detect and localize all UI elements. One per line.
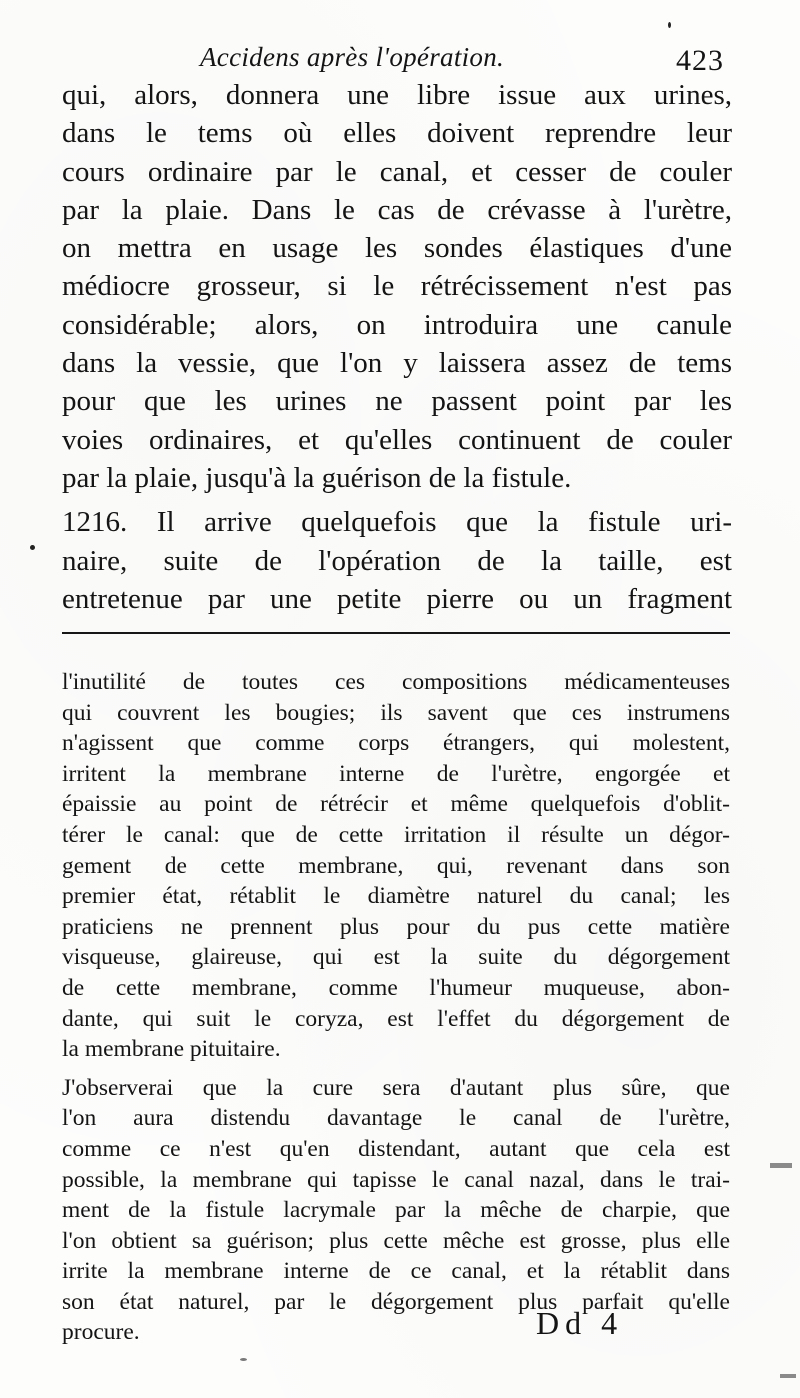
- footnote-text: [62, 667, 730, 1348]
- text-line: cours ordinaire par le canal, et cesser de couler: [62, 155, 732, 188]
- text-line: pour que les urines ne passent point par les: [62, 385, 732, 418]
- page-number: 423: [676, 44, 724, 77]
- footnote-paragraph-2-line: ment de la fistule lacrymale par la mêche de charpie, que: [62, 1197, 730, 1224]
- text-line: dans la vessie, que l'on y laissera assez de tems: [62, 347, 732, 380]
- footnote-rule: [62, 632, 730, 634]
- signature-mark: Dd 4: [536, 1305, 624, 1341]
- footnote-line: l'inutilité de toutes ces compositions médicamenteuses: [62, 669, 730, 695]
- footnote-paragraph-2-line: son état naturel, par le dégorgement plus parfait qu'elle: [62, 1288, 730, 1315]
- footnote-paragraph-2-line: J'observerai que la cure sera d'autant plus sûre, que: [62, 1074, 730, 1101]
- footnote-line: irritent la membrane interne de l'urètre, engorgée et: [62, 760, 730, 787]
- running-title: Accidens après l'opération.: [200, 42, 505, 72]
- footnote-paragraph-2-line: procure.: [62, 1319, 140, 1346]
- paragraph-1216-line: naire, suite de l'opération de la taille, est: [62, 544, 732, 577]
- paragraph-1216-line: 1216. Il arrive quelquefois que la fistule uri-: [62, 506, 732, 539]
- text-line: on mettra en usage les sondes élastiques d'une: [62, 232, 732, 265]
- footnote-paragraph-2-line: possible, la membrane qui tapisse le canal nazal, dans le trai-: [62, 1166, 730, 1193]
- footnote-line: de cette membrane, comme l'humeur muqueuse, abon-: [62, 974, 730, 1001]
- text-line: considérable; alors, on introduira une canule: [62, 308, 732, 341]
- footnote-line: la membrane pituitaire.: [62, 1036, 281, 1063]
- ink-speck: [240, 1358, 247, 1361]
- text-line: par la plaie, jusqu'à la guérison de la fistule.: [62, 461, 572, 494]
- footnote-line: premier état, rétablit le diamètre naturel du canal; les: [62, 883, 730, 910]
- ink-speck: [30, 545, 35, 550]
- footnote-paragraph-gap: [62, 1065, 730, 1073]
- footnote-line: térer le canal: que de cette irritation il résulte un dégor-: [62, 821, 730, 848]
- text-line: dans le tems où elles doivent reprendre leur: [62, 117, 732, 150]
- text-line: par la plaie. Dans le cas de crévasse à l'urètre,: [62, 193, 732, 226]
- footnote-line: gement de cette membrane, qui, revenant dans son: [62, 852, 730, 879]
- page-edge-mark: [770, 1163, 792, 1168]
- footnote-paragraph-2-line: comme ce n'est qu'en distendant, autant que cela est: [62, 1135, 730, 1162]
- footnote-line: dante, qui suit le coryza, est l'effet du dégorgement de: [62, 1005, 730, 1032]
- footnote-line: qui couvrent les bougies; ils savent que ces instrumens: [62, 699, 730, 726]
- footnote-line: épaissie au point de rétrécir et même quelquefois d'oblit-: [62, 791, 730, 818]
- text-line: médiocre grosseur, si le rétrécissement n'est pas: [62, 270, 732, 303]
- paragraph-1216-line: entretenue par une petite pierre ou un fragment: [62, 582, 732, 615]
- footnote-paragraph-2-line: l'on aura distendu davantage le canal de l'urètre,: [62, 1105, 730, 1132]
- footnote-paragraph-2-line: irrite la membrane interne de ce canal, et la rétablit dans: [62, 1258, 730, 1285]
- footnote-line: praticiens ne prennent plus pour du pus cette matière: [62, 913, 730, 940]
- footnote-line: n'agissent que comme corps étrangers, qui molestent,: [62, 730, 730, 757]
- main-text: [62, 76, 732, 618]
- page-edge-mark: [780, 1374, 796, 1378]
- footnote-line: visqueuse, glaireuse, qui est la suite du dégorgement: [62, 944, 730, 971]
- text-line: voies ordinaires, et qu'elles continuent de couler: [62, 423, 732, 456]
- ink-speck: [668, 22, 671, 28]
- footnote-paragraph-2-line: l'on obtient sa guérison; plus cette mêche est grosse, plus elle: [62, 1227, 730, 1254]
- text-line: qui, alors, donnera une libre issue aux urines,: [62, 79, 732, 111]
